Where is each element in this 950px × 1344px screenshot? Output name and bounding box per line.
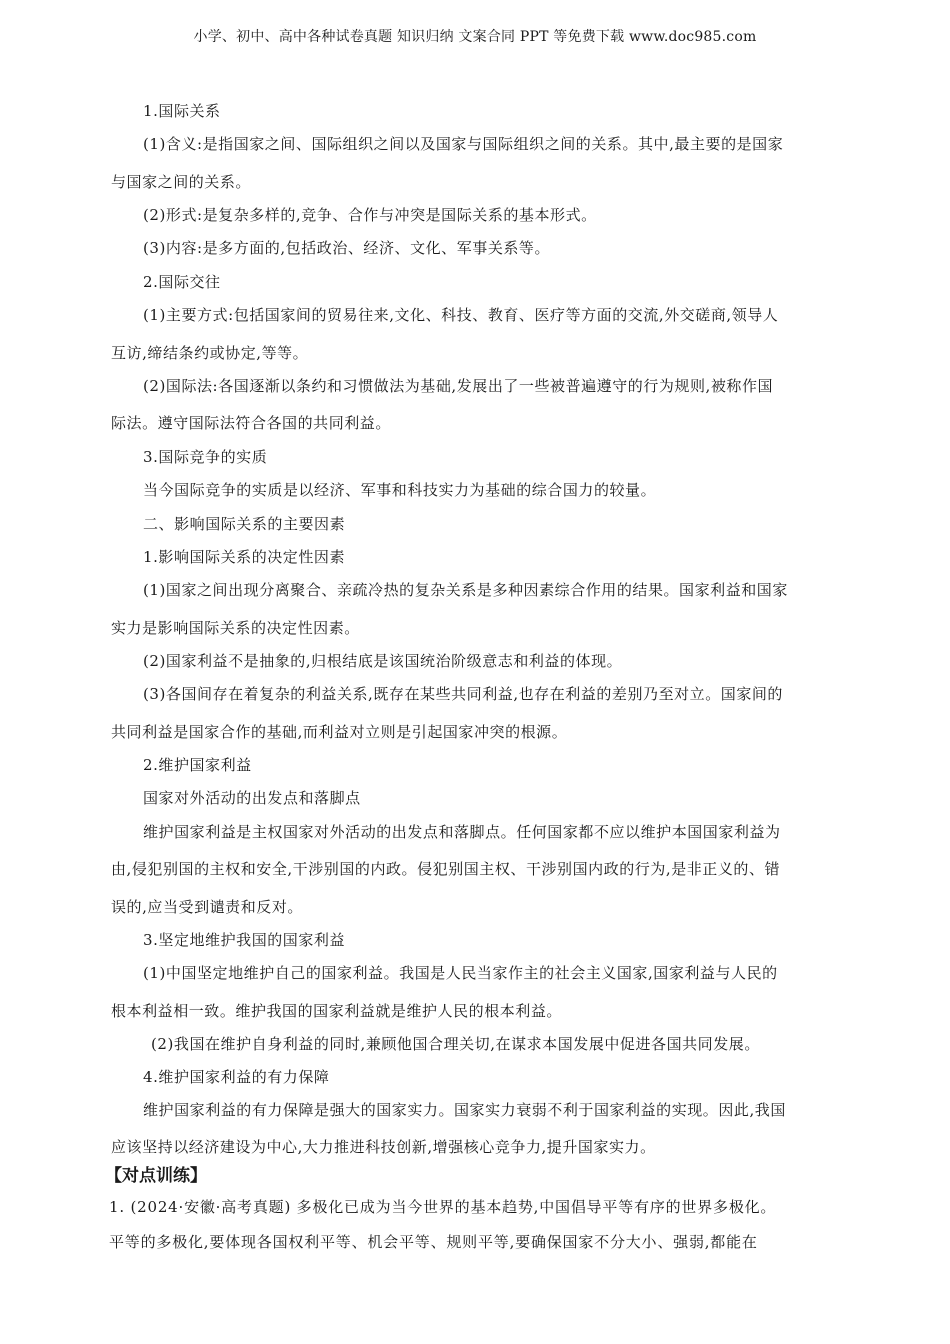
paragraph-line: 维护国家利益是主权国家对外活动的出发点和落脚点。任何国家都不应以维护本国国家利益为 bbox=[143, 823, 781, 841]
paragraph-line: 误的,应当受到谴责和反对。 bbox=[111, 898, 303, 916]
heading-international-exchange: 2.国际交往 bbox=[143, 273, 221, 291]
paragraph-line: (1)国家之间出现分离聚合、亲疏冷热的复杂关系是多种因素综合作用的结果。国家利益和国家 bbox=[143, 581, 788, 599]
paragraph-line: (1)中国坚定地维护自己的国家利益。我国是人民当家作主的社会主义国家,国家利益与人民的 bbox=[143, 964, 778, 982]
question-line: 平等的多极化,要体现各国权利平等、机会平等、规则平等,要确保国家不分大小、强弱,都能在 bbox=[109, 1233, 758, 1251]
paragraph-line: 维护国家利益的有力保障是强大的国家实力。国家实力衰弱不利于国家利益的实现。因此,我国 bbox=[143, 1101, 786, 1119]
paragraph-line: 互访,缔结条约或协定,等等。 bbox=[111, 344, 309, 362]
paragraph-line: 与国家之间的关系。 bbox=[111, 173, 251, 191]
paragraph-line: (2)国际法:各国逐渐以条约和习惯做法为基础,发展出了一些被普遍遵守的行为规则,被称作国 bbox=[143, 377, 774, 395]
paragraph-line: (3)内容:是多方面的,包括政治、经济、文化、军事关系等。 bbox=[143, 239, 551, 257]
question-line: 1. (2024·安徽·高考真题) 多极化已成为当今世界的基本趋势,中国倡导平等有序的世界多极化。 bbox=[109, 1198, 777, 1216]
heading-main-factors: 二、影响国际关系的主要因素 bbox=[143, 515, 346, 533]
paragraph-line: 实力是影响国际关系的决定性因素。 bbox=[111, 619, 360, 637]
paragraph-line: 应该坚持以经济建设为中心,大力推进科技创新,增强核心竞争力,提升国家实力。 bbox=[111, 1138, 656, 1156]
paragraph-line: (2)形式:是复杂多样的,竞争、合作与冲突是国际关系的基本形式。 bbox=[143, 206, 597, 224]
heading-safeguard-interests: 2.维护国家利益 bbox=[143, 756, 252, 774]
section-title-practice: 【对点训练】 bbox=[105, 1166, 207, 1186]
heading-strong-guarantee: 4.维护国家利益的有力保障 bbox=[143, 1068, 330, 1086]
paragraph-line: 国家对外活动的出发点和落脚点 bbox=[143, 789, 361, 807]
heading-competition-essence: 3.国际竞争的实质 bbox=[143, 448, 268, 466]
paragraph-line: 共同利益是国家合作的基础,而利益对立则是引起国家冲突的根源。 bbox=[111, 723, 568, 741]
paragraph-line: 际法。遵守国际法符合各国的共同利益。 bbox=[111, 414, 391, 432]
paragraph-line: (1)主要方式:包括国家间的贸易往来,文化、科技、教育、医疗等方面的交流,外交磋商,领导人 bbox=[143, 306, 779, 324]
paragraph-line: 当今国际竞争的实质是以经济、军事和科技实力为基础的综合国力的较量。 bbox=[143, 481, 657, 499]
paragraph-line: (1)含义:是指国家之间、国际组织之间以及国家与国际组织之间的关系。其中,最主要的是国家 bbox=[143, 135, 784, 153]
paragraph-line: 由,侵犯别国的主权和安全,干涉别国的内政。侵犯别国主权、干涉别国内政的行为,是非正义的、错 bbox=[111, 860, 781, 878]
paragraph-line: 根本利益相一致。维护我国的国家利益就是维护人民的根本利益。 bbox=[111, 1002, 562, 1020]
paragraph-line: (2)我国在维护自身利益的同时,兼顾他国合理关切,在谋求本国发展中促进各国共同发展。 bbox=[151, 1035, 760, 1053]
paragraph-line: (2)国家利益不是抽象的,归根结底是该国统治阶级意志和利益的体现。 bbox=[143, 652, 623, 670]
paragraph-line: (3)各国间存在着复杂的利益关系,既存在某些共同利益,也存在利益的差别乃至对立。国家间的 bbox=[143, 685, 783, 703]
heading-international-relations: 1.国际关系 bbox=[143, 102, 221, 120]
heading-decisive-factors: 1.影响国际关系的决定性因素 bbox=[143, 548, 346, 566]
heading-firmly-safeguard: 3.坚定地维护我国的国家利益 bbox=[143, 931, 346, 949]
page-header-banner: 小学、初中、高中各种试卷真题 知识归纳 文案合同 PPT 等免费下载 www.doc985.com bbox=[193, 29, 757, 45]
